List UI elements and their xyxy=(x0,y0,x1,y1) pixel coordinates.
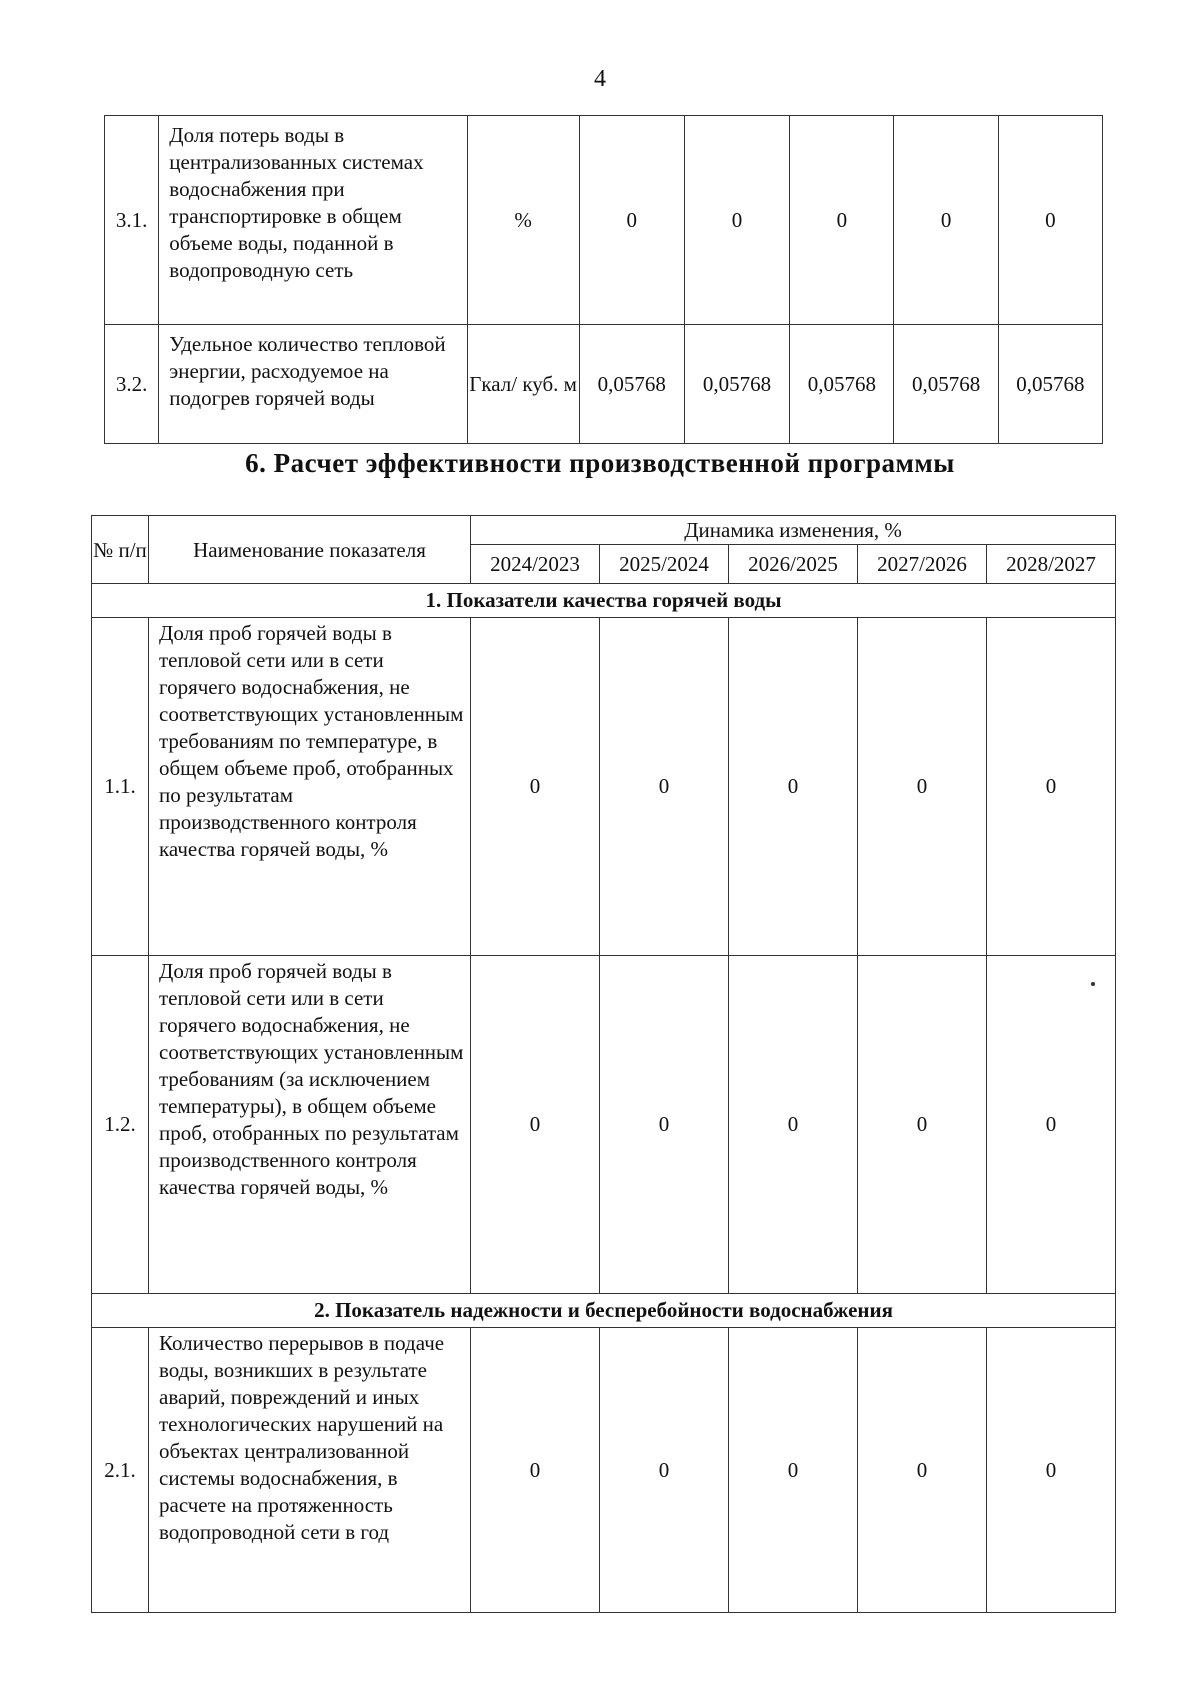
indicator-name: Количество перерывов в подаче воды, возникших в результате аварий, повреждений и иных технологических нарушений на объектах централизованной системы водоснабжения, в расчете на протяженность водопроводной сети в год xyxy=(149,1328,471,1613)
table-row xyxy=(105,325,1103,444)
value-cell: 0 xyxy=(998,116,1102,325)
indicator-name: Доля потерь воды в централизованных системах водоснабжения при транспортировке в общем объеме воды, поданной в водопроводную сеть xyxy=(159,116,467,325)
value-cell: 0 xyxy=(987,1328,1116,1613)
value-cell: 0 xyxy=(729,1328,858,1613)
section-heading: 1. Показатели качества горячей воды xyxy=(92,584,1116,618)
scan-speck xyxy=(1091,982,1095,986)
value-cell: 0 xyxy=(471,1328,600,1613)
section-heading: 2. Показатель надежности и бесперебойности водоснабжения xyxy=(92,1294,1116,1328)
row-number: 2.1. xyxy=(92,1328,149,1613)
value-cell: 0 xyxy=(729,618,858,956)
header-dynamics: Динамика изменения, % xyxy=(471,516,1116,545)
header-number: № п/п xyxy=(92,516,149,584)
value-cell: 0 xyxy=(600,1328,729,1613)
value-cell: 0,05768 xyxy=(579,325,684,444)
efficiency-table xyxy=(91,515,1116,1613)
header-year: 2027/2026 xyxy=(858,545,987,584)
value-cell: 0 xyxy=(600,618,729,956)
row-number: 3.2. xyxy=(105,325,159,444)
indicator-name: Доля проб горячей воды в тепловой сети или в сети горячего водоснабжения, не соответствующих установленным требованиям (за исключением температуры), в общем объеме проб, отобранных по результатам производственного контроля качества горячей воды, % xyxy=(149,956,471,1294)
value-cell: 0 xyxy=(471,956,600,1294)
row-number: 1.1. xyxy=(92,618,149,956)
indicator-name: Удельное количество тепловой энергии, расходуемое на подогрев горячей воды xyxy=(159,325,467,444)
row-number: 1.2. xyxy=(92,956,149,1294)
header-row xyxy=(92,516,1116,545)
value-cell: 0 xyxy=(790,116,894,325)
value-cell: 0 xyxy=(858,618,987,956)
header-year: 2028/2027 xyxy=(987,545,1116,584)
value-cell: 0 xyxy=(600,956,729,1294)
value-cell: 0 xyxy=(729,956,858,1294)
value-cell: 0 xyxy=(684,116,789,325)
row-number: 3.1. xyxy=(105,116,159,325)
unit-cell: Гкал/ куб. м xyxy=(467,325,579,444)
section-row xyxy=(92,1294,1116,1328)
value-cell: 0,05768 xyxy=(684,325,789,444)
table-row xyxy=(105,116,1103,325)
value-cell: 0,05768 xyxy=(998,325,1102,444)
value-cell: 0,05768 xyxy=(790,325,894,444)
table-row xyxy=(92,956,1116,1294)
value-cell: 0 xyxy=(987,618,1116,956)
section-title: 6. Расчет эффективности производственной программы xyxy=(245,448,955,478)
value-cell: 0 xyxy=(471,618,600,956)
value-cell: 0 xyxy=(858,1328,987,1613)
header-year: 2026/2025 xyxy=(729,545,858,584)
unit-cell: % xyxy=(467,116,579,325)
value-cell: 0 xyxy=(894,116,998,325)
section-row xyxy=(92,584,1116,618)
indicators-table-continued xyxy=(104,115,1103,444)
value-cell: 0 xyxy=(579,116,684,325)
header-year: 2025/2024 xyxy=(600,545,729,584)
value-cell: 0,05768 xyxy=(894,325,998,444)
header-year: 2024/2023 xyxy=(471,545,600,584)
table-row xyxy=(92,618,1116,956)
value-cell: 0 xyxy=(987,956,1116,1294)
header-indicator-name: Наименование показателя xyxy=(149,516,471,584)
indicator-name: Доля проб горячей воды в тепловой сети или в сети горячего водоснабжения, не соответствующих установленным требованиям по температуре, в общем объеме проб, отобранных по результатам производственного контроля качества горячей воды, % xyxy=(149,618,471,956)
page-number: 4 xyxy=(594,66,606,92)
table-row xyxy=(92,1328,1116,1613)
value-cell: 0 xyxy=(858,956,987,1294)
